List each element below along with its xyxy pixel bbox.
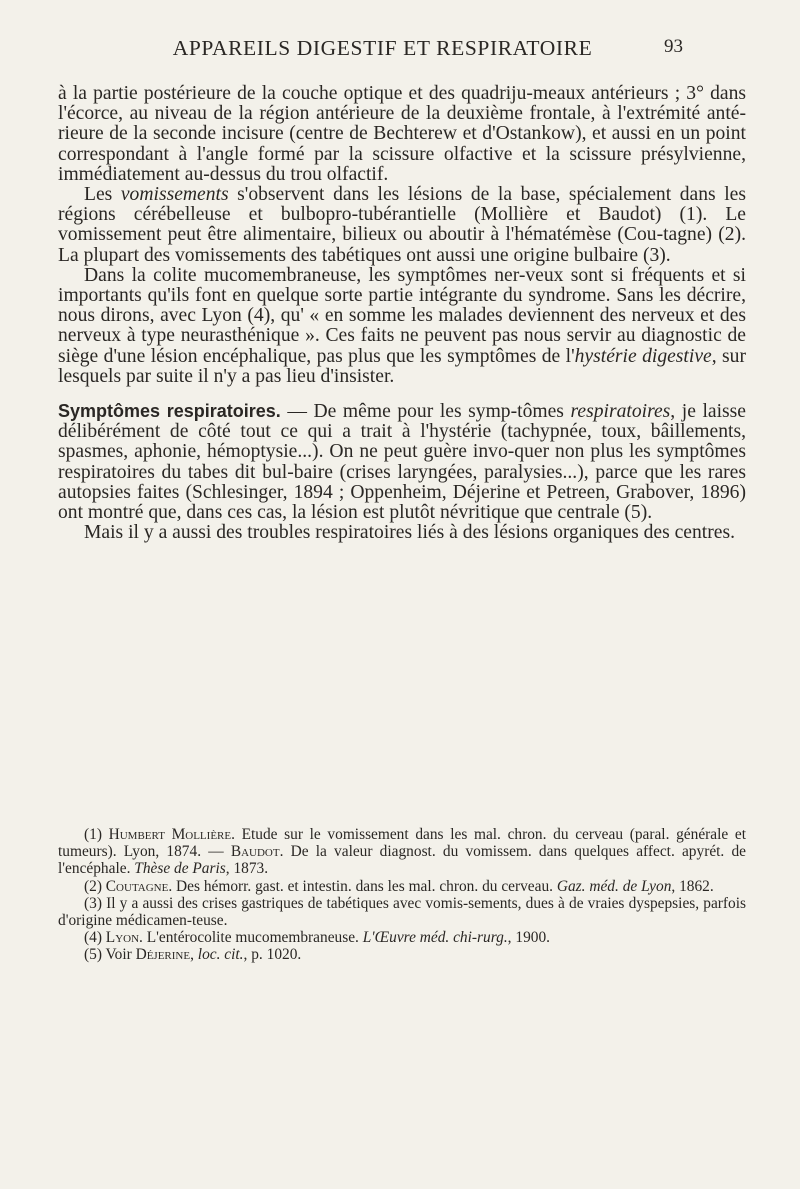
footnote-mark: (2) [84,877,106,895]
paragraph [58,266,746,387]
text-run: , 1862. [671,877,714,895]
footnote-5 [58,946,746,963]
footnote-4 [58,929,746,946]
section-title: Symptômes respiratoires. [58,401,281,422]
text-run: . Des hémorr. gast. et intestin. dans les mal. chron. du cerveau. [168,877,557,895]
text-run: , p. 1020. [243,946,302,964]
emphasis: L'Œuvre méd. chi-rurg. [362,929,508,947]
body-text [58,84,746,543]
author-name: Coutagne [105,877,169,895]
text-run: , sur lesquels par suite il n'y a pas lieu d'insister. [58,345,746,387]
text-run: , je laisse délibérément de côté tout ce qui a trait à l'hystérie (tachypnée, toux, bâillements, spasmes, aphonie, hémoptysie...). On ne peut guère invo-quer non plus les symptômes respiratoires du tabes dit bul-baire (crises laryngées, paralysies...), parce que les rares autopsies faites (Schlesinger, 1894 ; Oppenheim, Déjerine et Petreen, Grabover, 1896) ont montré que, dans ces cas, la lésion est plutôt névritique que centrale (5). [58,401,746,524]
text-run: Les [84,184,121,206]
text-run: s'observent dans les lésions de la base, spécialement dans les régions cérébelleuse et bulbopro-tubérantielle (Mollière et Baudot) (1). Le vomissement peut être alimentaire, bilieux ou aboutir à l'hématémèse (Cou-tagne) (2). La plupart des vomissements des tabétiques ont aussi une origine bulbaire (3). [58,184,746,266]
running-head [0,36,800,76]
emphasis: loc. cit. [197,946,244,964]
section-paragraph [58,401,746,523]
text-run: . Etude sur le vomissement dans les mal. chron. du cerveau (paral. générale et tumeurs). Lyon, 1874. — [58,826,746,861]
emphasis: Gaz. méd. de Lyon [556,877,672,895]
emphasis: Thèse de Paris [134,860,226,878]
text-run: , 1900. [507,929,550,947]
author-name: Baudot [230,843,280,861]
author-name: Déjerine [135,946,191,964]
emphasis: hystérie digestive [574,345,712,367]
page-number: 93 [664,36,683,57]
footnote-mark: (1) [84,826,109,843]
text-run: , 1873. [225,860,269,878]
text-run: . De la valeur diagnost. du vomissem. dans quelques affect. apyrét. de l'encéphale. [58,843,746,878]
footnotes [58,826,746,964]
text-run: — De même pour les symp-tômes [280,401,571,423]
footnote-3: (3) Il y a aussi des crises gastriques de tabétiques avec vomis-sements, dues à de vraies dyspepsies, parfois d'origine médicamen-teuse. [58,894,746,930]
paragraph: à la partie postérieure de la couche optique et des quadriju-meaux antérieurs ; 3° dans l'écorce, au niveau de la région antérieure de la deuxième frontale, à l'extrémité anté-rieure de la seconde incisure (centre de Bechterew et d'Ostankow), et aussi en un point correspondant à l'angle formé par la scissure olfactive et la scissure présylvienne, immédiatement au-dessus du trou olfactif. [58,83,746,185]
footnote-mark: (4) [84,929,106,947]
paragraph [58,185,746,266]
footnote-1 [58,826,746,878]
paragraph: Mais il y a aussi des troubles respiratoires liés à des lésions organiques des centres. [84,522,735,544]
emphasis: vomissements [120,184,229,206]
footnote-2 [58,878,746,895]
text-run: Dans la colite mucomembraneuse, les symptômes ner-veux sont si fréquents et si importants qu'ils font en quelque sorte partie intégrante du syndrome. Sans les décrire, nous dirons, avec Lyon (4), qu' « en somme les malades deviennent des nerveux et des nerveux à type neurasthénique ». Ces faits ne peuvent pas nous servir au diagnostic de siège d'une lésion encéphalique, pas plus que les symptômes de l' [58,264,746,367]
author-name: Humbert Mollière [108,826,232,843]
author-name: Lyon [105,929,140,947]
text-run: , [190,946,198,964]
emphasis: respiratoires [570,401,671,423]
running-title: APPAREILS DIGESTIF ET RESPIRATOIRE [172,36,593,60]
footnote-mark: (5) Voir [84,946,136,964]
text-run: . L'entérocolite mucomembraneuse. [139,929,363,947]
